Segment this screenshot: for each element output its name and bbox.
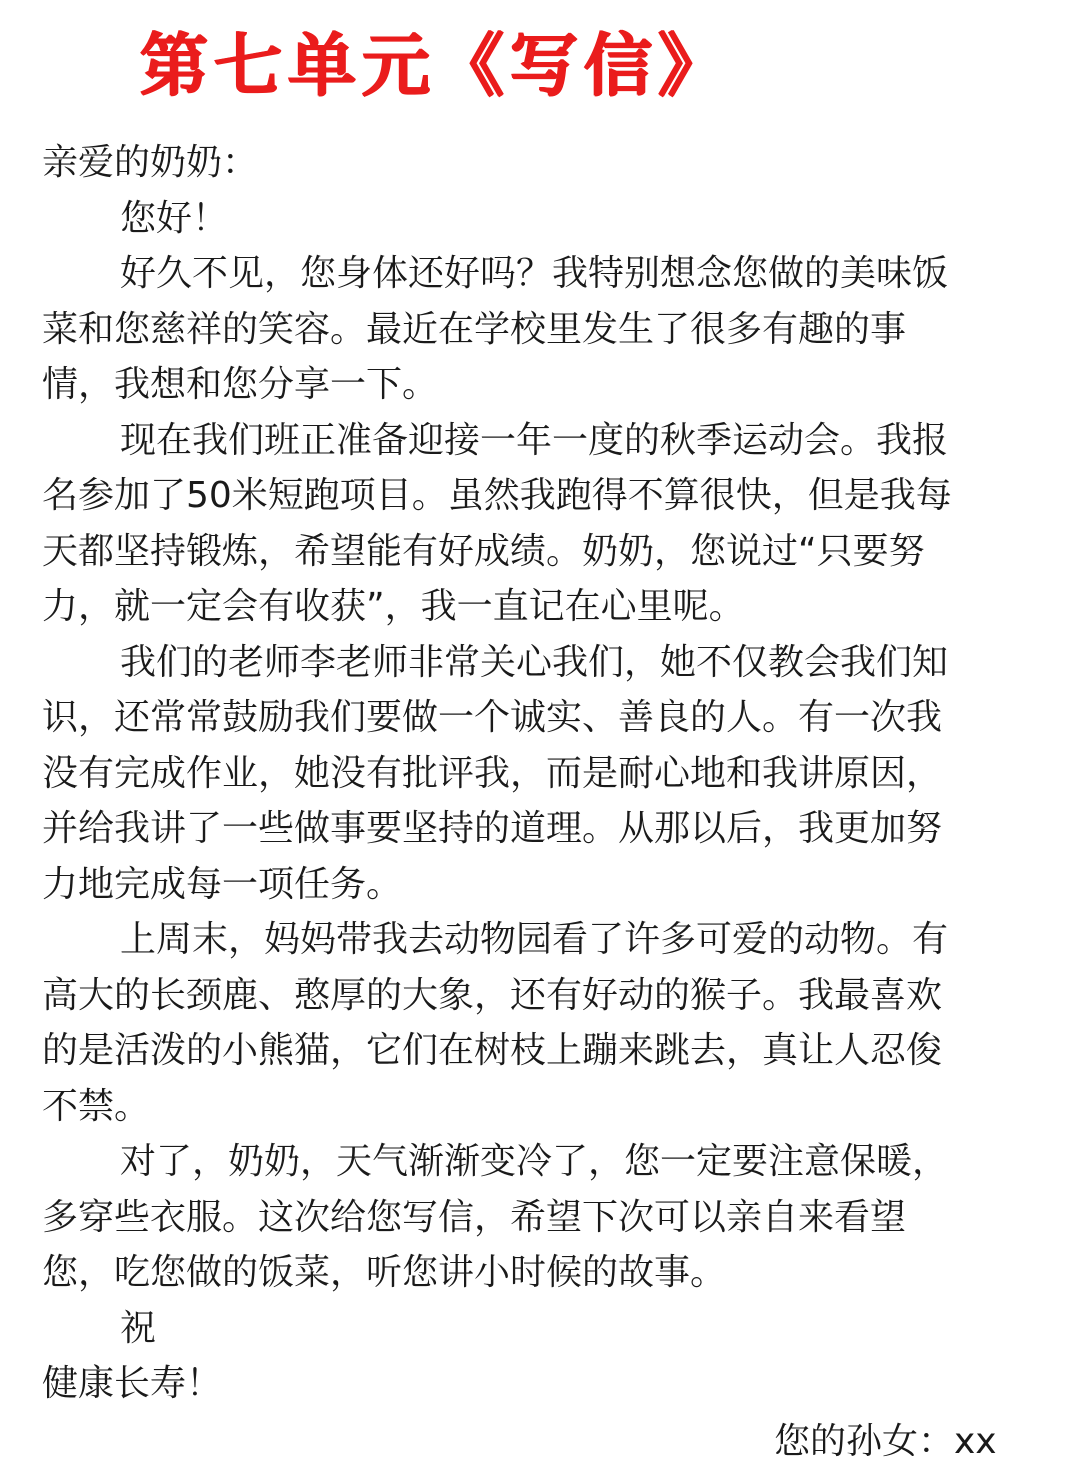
salutation: 亲爱的奶奶： bbox=[42, 142, 259, 183]
signature: 您的孙女：xx bbox=[774, 1421, 997, 1462]
paragraph-3-line-1: 我们的老师李老师非常关心我们，她不仅教会我们知 bbox=[120, 641, 949, 683]
paragraph-4-line-2: 高大的长颈鹿、憨厚的大象，还有好动的猴子。我最喜欢 bbox=[42, 974, 943, 1016]
paragraph-5-line-3: 您，吃您做的饭菜，听您讲小时候的故事。 bbox=[42, 1252, 727, 1293]
paragraph-2-line-1: 现在我们班正准备迎接一年一度的秋季运动会。我报 bbox=[120, 419, 949, 461]
paragraph-2-line-4: 力，就一定会有收获”，我一直记在心里呢。 bbox=[42, 586, 745, 627]
paragraph-1-line-2: 菜和您慈祥的笑容。最近在学校里发生了很多有趣的事 bbox=[42, 308, 907, 350]
closing-blessing: 健康长寿！ bbox=[42, 1363, 223, 1404]
paragraph-5-line-2: 多穿些衣服。这次给您写信，希望下次可以亲自来看望 bbox=[42, 1196, 907, 1238]
letter-body bbox=[42, 135, 1052, 1412]
paragraph-4-line-3: 的是活泼的小熊猫，它们在树枝上蹦来跳去，真让人忍俊 bbox=[42, 1030, 943, 1071]
paragraph-2-line-2: 名参加了50米短跑项目。虽然我跑得不算很快，但是我每 bbox=[42, 475, 952, 516]
paragraph-4-line-1: 上周末，妈妈带我去动物园看了许多可爱的动物。有 bbox=[120, 919, 949, 960]
paragraph-3-line-2: 识，还常常鼓励我们要做一个诚实、善良的人。有一次我 bbox=[42, 697, 943, 738]
paragraph-4-line-4: 不禁。 bbox=[42, 1085, 151, 1127]
paragraph-5-line-1: 对了，奶奶，天气渐渐变冷了，您一定要注意保暖， bbox=[120, 1141, 949, 1182]
paragraph-3-line-3: 没有完成作业，她没有批评我，而是耐心地和我讲原因， bbox=[42, 752, 943, 794]
paragraph-3-line-5: 力地完成每一项任务。 bbox=[42, 863, 403, 905]
paragraph-2-line-3: 天都坚持锻炼，希望能有好成绩。奶奶，您说过“只要努 bbox=[42, 530, 925, 572]
paragraph-3-line-4: 并给我讲了一些做事要坚持的道理。从那以后，我更加努 bbox=[42, 808, 943, 849]
paragraph-1-line-1: 好久不见，您身体还好吗？我特别想念您做的美味饭 bbox=[120, 253, 949, 294]
closing-wish: 祝 bbox=[120, 1307, 157, 1349]
greeting: 您好！ bbox=[120, 197, 229, 239]
paragraph-1-line-3: 情，我想和您分享一下。 bbox=[42, 364, 439, 405]
page-title: 第七单元《写信》 bbox=[140, 27, 733, 106]
